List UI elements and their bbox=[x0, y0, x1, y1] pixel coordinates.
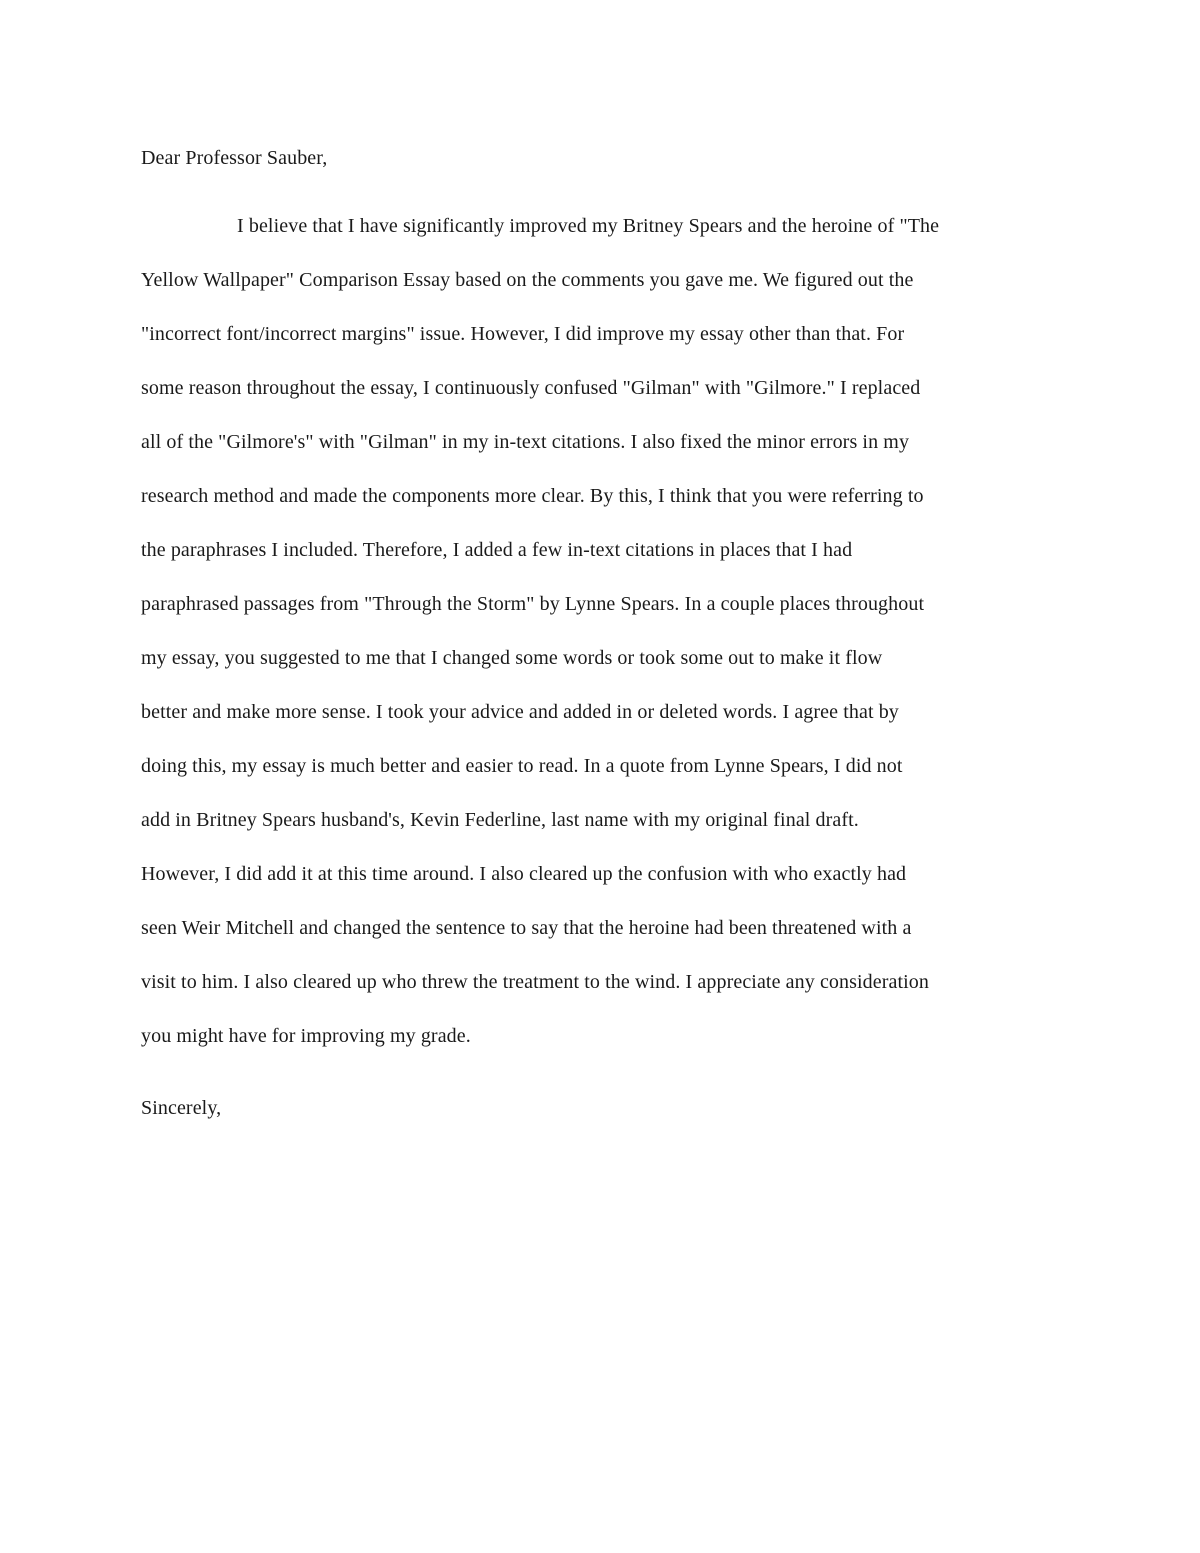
body-line: visit to him. I also cleared up who threw the treatment to the wind. I appreciate any consideration bbox=[141, 971, 929, 993]
body-line: doing this, my essay is much better and easier to read. In a quote from Lynne Spears, I did not bbox=[141, 755, 903, 777]
body-line: all of the "Gilmore's" with "Gilman" in my in-text citations. I also fixed the minor errors in my bbox=[141, 431, 910, 453]
salutation: Dear Professor Sauber, bbox=[141, 147, 328, 169]
body-line: I believe that I have significantly improved my Britney Spears and the heroine of "The bbox=[237, 215, 940, 237]
body-line: better and make more sense. I took your advice and added in or deleted words. I agree that by bbox=[141, 701, 899, 723]
body-line: research method and made the components more clear. By this, I think that you were referring to bbox=[141, 485, 924, 507]
body-line: my essay, you suggested to me that I changed some words or took some out to make it flow bbox=[141, 647, 883, 669]
body-line: paraphrased passages from "Through the Storm" by Lynne Spears. In a couple places throughout bbox=[141, 593, 925, 615]
body-line: some reason throughout the essay, I continuously confused "Gilman" with "Gilmore." I replaced bbox=[141, 377, 921, 399]
body-line: the paraphrases I included. Therefore, I added a few in-text citations in places that I had bbox=[141, 539, 853, 561]
body-line: add in Britney Spears husband's, Kevin Federline, last name with my original final draft. bbox=[141, 809, 859, 831]
closing: Sincerely, bbox=[141, 1097, 222, 1119]
body-line: Yellow Wallpaper" Comparison Essay based on the comments you gave me. We figured out the bbox=[141, 269, 914, 291]
body-line: "incorrect font/incorrect margins" issue. However, I did improve my essay other than that. For bbox=[141, 323, 905, 345]
body-line: you might have for improving my grade. bbox=[141, 1025, 471, 1047]
body-line: seen Weir Mitchell and changed the sentence to say that the heroine had been threatened with a bbox=[141, 917, 912, 939]
body-line: However, I did add it at this time around. I also cleared up the confusion with who exactly had bbox=[141, 863, 907, 885]
